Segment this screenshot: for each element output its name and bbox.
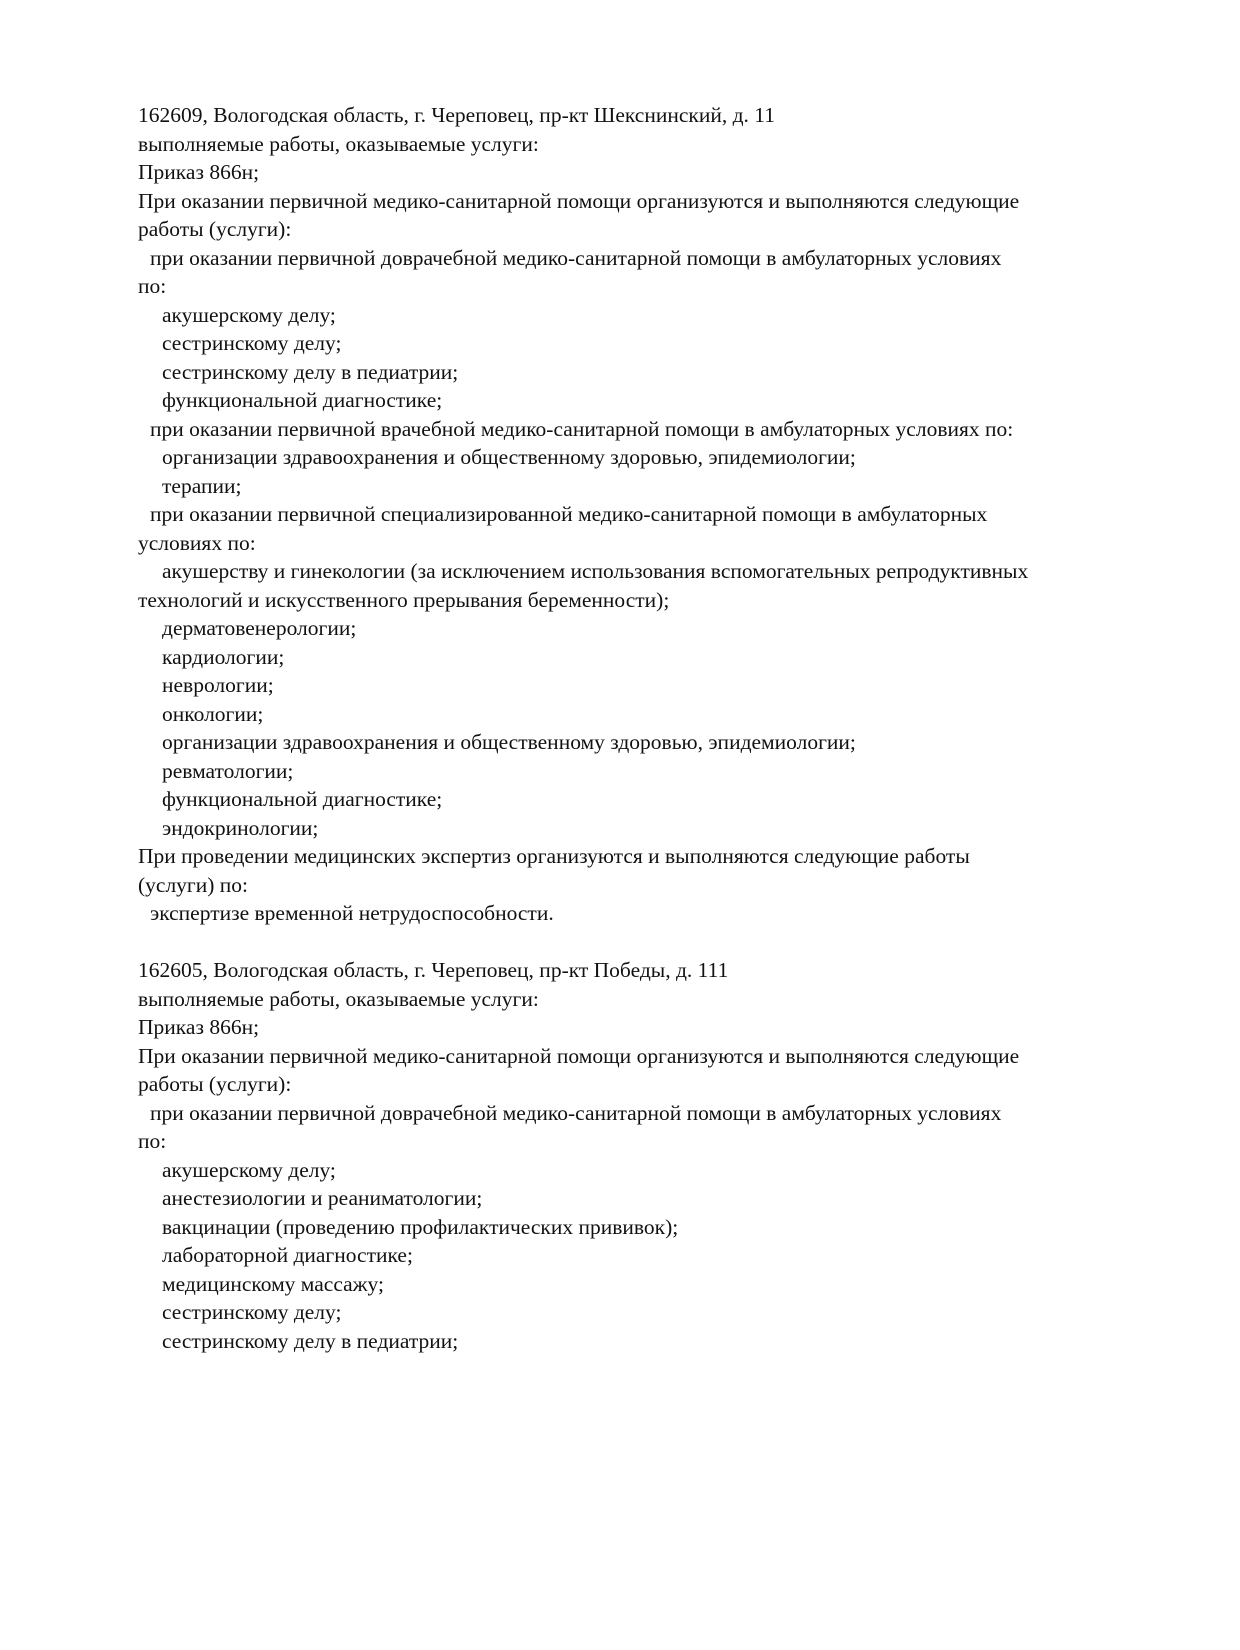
text-line: организации здравоохранения и общественному здоровью, эпидемиологии; bbox=[162, 730, 856, 754]
text-line: при оказании первичной доврачебной медико-санитарной помощи в амбулаторных условиях bbox=[150, 1100, 1002, 1125]
text-line: экспертизе временной нетрудоспособности. bbox=[150, 901, 554, 925]
text-line: дерматовенерологии; bbox=[162, 616, 357, 640]
text-line: сестринскому делу; bbox=[162, 1300, 342, 1324]
text-line: акушерскому делу; bbox=[162, 1157, 336, 1182]
text-line: Приказ 866н; bbox=[138, 160, 260, 184]
text-line: сестринскому делу в педиатрии; bbox=[162, 1328, 459, 1353]
text-line: акушерскому делу; bbox=[162, 302, 336, 327]
text-line: сестринскому делу в педиатрии; bbox=[162, 359, 459, 384]
text-line: Приказ 866н; bbox=[138, 1015, 260, 1039]
text-line: (услуги) по: bbox=[138, 872, 249, 897]
address-section bbox=[138, 101, 1138, 928]
text-line: эндокринологии; bbox=[162, 815, 319, 840]
text-line: функциональной диагностике; bbox=[162, 388, 443, 412]
text-line: ревматологии; bbox=[162, 758, 294, 783]
text-line: терапии; bbox=[162, 473, 242, 498]
text-line: выполняемые работы, оказываемые услуги: bbox=[138, 131, 539, 156]
address-section bbox=[138, 956, 1138, 1355]
text-line: При оказании первичной медико-санитарной помощи организуются и выполняются следующие bbox=[138, 188, 1020, 213]
text-line: технологий и искусственного прерывания беременности); bbox=[138, 587, 670, 612]
document-page bbox=[138, 101, 1138, 1355]
text-line: работы (услуги): bbox=[138, 217, 292, 241]
text-line: при оказании первичной доврачебной медико-санитарной помощи в амбулаторных условиях bbox=[150, 245, 1002, 270]
section-gap bbox=[138, 928, 1138, 957]
address-line: 162609, Вологодская область, г. Череповец, пр-кт Шекснинский, д. 11 bbox=[138, 103, 776, 127]
text-line: при оказании первичной специализированной медико-санитарной помощи в амбулаторных bbox=[150, 502, 988, 526]
text-line: выполняемые работы, оказываемые услуги: bbox=[138, 986, 539, 1011]
text-line: лабораторной диагностике; bbox=[162, 1243, 413, 1267]
text-line: организации здравоохранения и общественному здоровью, эпидемиологии; bbox=[162, 445, 856, 469]
text-line: условиях по: bbox=[138, 530, 256, 555]
address-line: 162605, Вологодская область, г. Череповец, пр-кт Победы, д. 111 bbox=[138, 958, 729, 982]
text-line: по: bbox=[138, 1129, 167, 1153]
text-line: работы (услуги): bbox=[138, 1072, 292, 1096]
text-line: по: bbox=[138, 274, 167, 298]
text-line: акушерству и гинекологии (за исключением использования вспомогательных репродуктивных bbox=[162, 559, 1029, 583]
text-line: При оказании первичной медико-санитарной помощи организуются и выполняются следующие bbox=[138, 1043, 1020, 1068]
text-line: неврологии; bbox=[162, 673, 274, 697]
text-line: анестезиологии и реаниматологии; bbox=[162, 1186, 483, 1210]
text-line: при оказании первичной врачебной медико-санитарной помощи в амбулаторных условиях по: bbox=[150, 416, 1014, 441]
text-line: функциональной диагностике; bbox=[162, 787, 443, 811]
text-line: вакцинации (проведению профилактических прививок); bbox=[162, 1214, 679, 1239]
text-line: медицинскому массажу; bbox=[162, 1271, 384, 1296]
text-line: сестринскому делу; bbox=[162, 331, 342, 355]
text-line: кардиологии; bbox=[162, 644, 285, 669]
text-line: При проведении медицинских экспертиз организуются и выполняются следующие работы bbox=[138, 844, 970, 868]
text-line: онкологии; bbox=[162, 701, 264, 726]
